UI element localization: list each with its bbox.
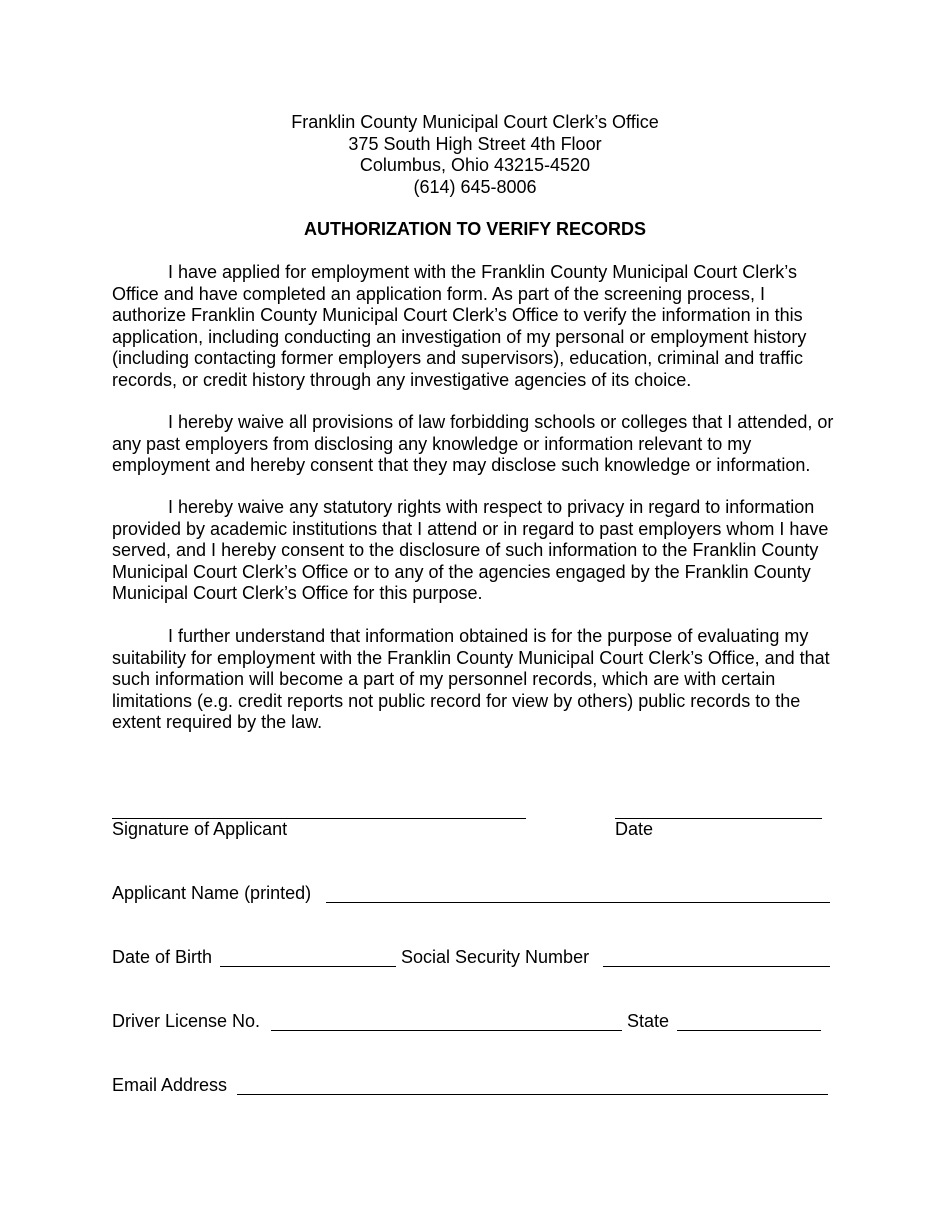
paragraph-text: I hereby waive all provisions of law forbidding schools or colleges that I attended, or any past employers from disclosing any knowledge or information relevant to my employment and hereby consent that they may disclose such knowledge or information. (112, 412, 834, 475)
ssn-line[interactable] (603, 966, 830, 967)
document-title: AUTHORIZATION TO VERIFY RECORDS (303, 219, 647, 239)
paragraph-text: I have applied for employment with the Franklin County Municipal Court Clerk’s Office and have completed an application form. As part of the screening process, I authorize Franklin County Municipal Court Clerk’s Office to verify the information in this application, including conducting an investigation of my personal or employment history (including contacting former employers and supervisors), education, criminal and traffic records, or credit history through any investigative agencies of its choice. (112, 262, 807, 390)
ssn-label: Social Security Number (401, 947, 590, 967)
email-label: Email Address (112, 1075, 228, 1095)
paragraph-text: I hereby waive any statutory rights with respect to privacy in regard to information provided by academic institutions that I attend or in regard to past employers whom I have served, and I hereby consent to the disclosure of such information to the Franklin County Municipal Court Clerk’s Office or to any of the agencies engaged by the Franklin County Municipal Court Clerk’s Office for this purpose. (112, 497, 829, 603)
applicant-name-line[interactable] (326, 902, 830, 903)
applicant-name-label: Applicant Name (printed) (112, 883, 312, 903)
paragraph-authorization (112, 262, 842, 391)
driver-license-line[interactable] (271, 1030, 622, 1031)
office-street: 375 South High Street 4th Floor (348, 133, 602, 154)
signature-label: Signature of Applicant (112, 819, 288, 839)
paragraph-waiver-privacy (112, 497, 842, 605)
state-line[interactable] (677, 1030, 821, 1031)
state-label: State (627, 1011, 670, 1031)
dob-label: Date of Birth (112, 947, 213, 967)
driver-license-label: Driver License No. (112, 1011, 261, 1031)
paragraph-waiver-schools (112, 412, 842, 477)
date-label: Date (615, 819, 654, 839)
office-header (0, 112, 950, 198)
office-city: Columbus, Ohio 43215-4520 (359, 155, 591, 175)
paragraph-text: I further understand that information obtained is for the purpose of evaluating my suitability for employment with the Franklin County Municipal Court Clerk’s Office, and that such information will become a part of my personnel records, which are with certain limitations (e.g. credit reports not public record for view by others) public records to the extent required by the law. (112, 626, 830, 732)
dob-line[interactable] (220, 966, 396, 967)
office-phone: (614) 645-8006 (413, 176, 537, 197)
office-name: Franklin County Municipal Court Clerk’s Office (291, 112, 659, 132)
paragraph-understanding (112, 626, 842, 734)
email-line[interactable] (237, 1094, 828, 1095)
